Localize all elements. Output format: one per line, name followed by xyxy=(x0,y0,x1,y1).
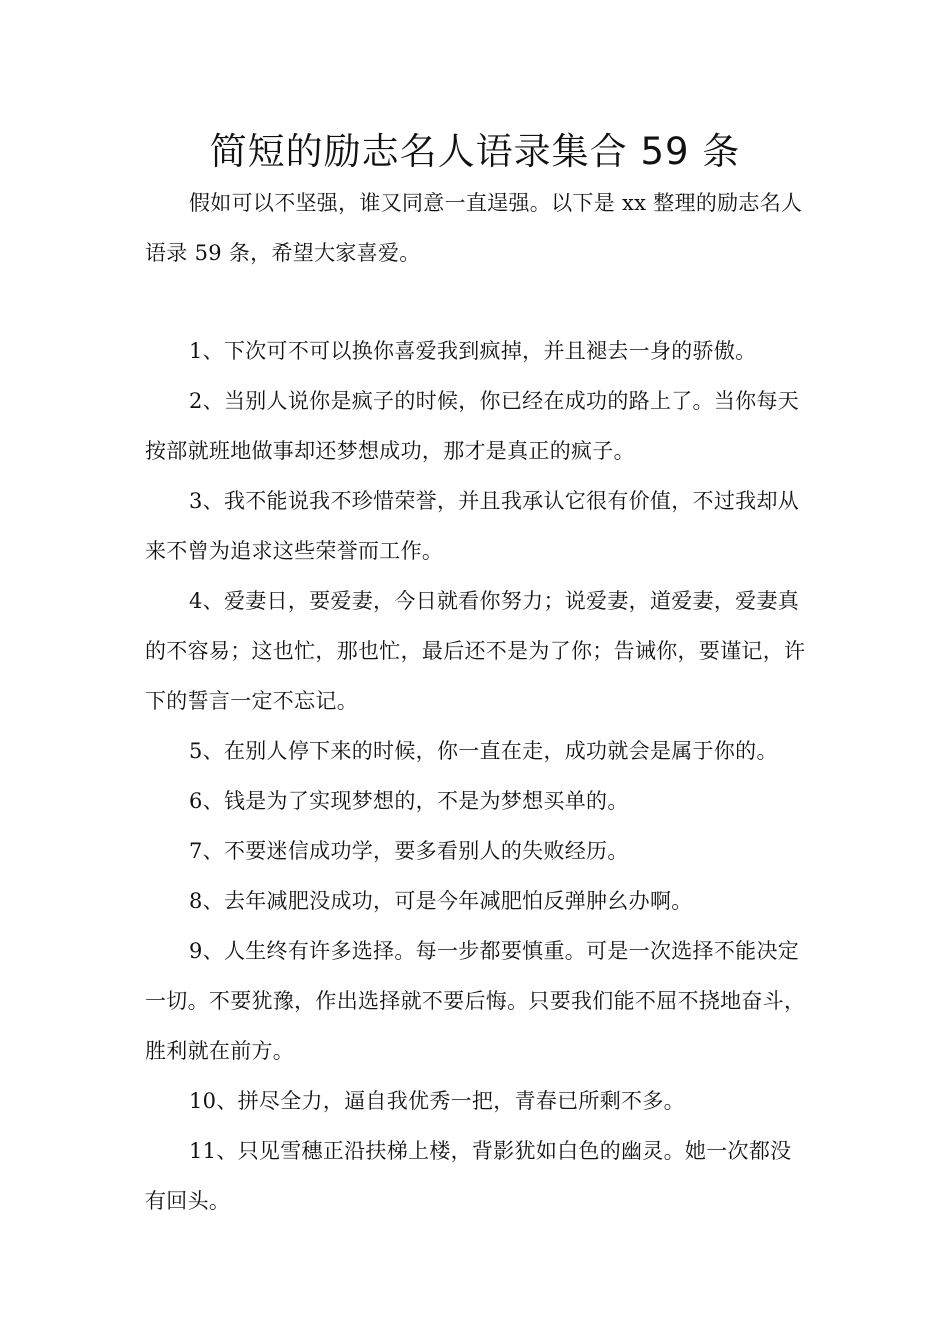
quote-list xyxy=(145,326,809,1226)
document-title: 简短的励志名人语录集合 59 条 xyxy=(209,130,741,173)
quote-item: 9、人生终有许多选择。每一步都要慎重。可是一次选择不能决定一切。不要犹豫，作出选择就不要后悔。只要我们能不屈不挠地奋斗，胜利就在前方。 xyxy=(145,939,806,1063)
quote-item: 7、不要迷信成功学，要多看别人的失败经历。 xyxy=(189,839,629,863)
intro-paragraph: 假如可以不坚强，谁又同意一直逞强。以下是 xx 整理的励志名人语录 59 条，希望大家喜爱。 xyxy=(145,191,803,265)
quote-item: 11、只见雪穗正沿扶梯上楼，背影犹如白色的幽灵。她一次都没有回头。 xyxy=(145,1139,792,1213)
quote-item: 4、爱妻日，要爱妻，今日就看你努力；说爱妻，道爱妻，爱妻真的不容易；这也忙，那也忙，最后还不是为了你；告诫你，要谨记，许下的誓言一定不忘记。 xyxy=(145,589,806,713)
quote-item: 3、我不能说我不珍惜荣誉，并且我承认它很有价值，不过我却从来不曾为追求这些荣誉而工作。 xyxy=(145,489,800,563)
quote-item: 8、去年减肥没成功，可是今年减肥怕反弹肿幺办啊。 xyxy=(189,889,693,913)
quote-item: 10、拼尽全力，逼自我优秀一把，青春已所剩不多。 xyxy=(189,1089,685,1113)
quote-item: 2、当别人说你是疯子的时候，你已经在成功的路上了。当你每天按部就班地做事却还梦想成功，那才是真正的疯子。 xyxy=(145,389,800,463)
quote-item: 6、钱是为了实现梦想的，不是为梦想买单的。 xyxy=(189,789,629,813)
quote-item: 5、在别人停下来的时候，你一直在走，成功就会是属于你的。 xyxy=(189,739,778,763)
quote-item: 1、下次可不可以换你喜爱我到疯掉，并且褪去一身的骄傲。 xyxy=(189,339,757,363)
